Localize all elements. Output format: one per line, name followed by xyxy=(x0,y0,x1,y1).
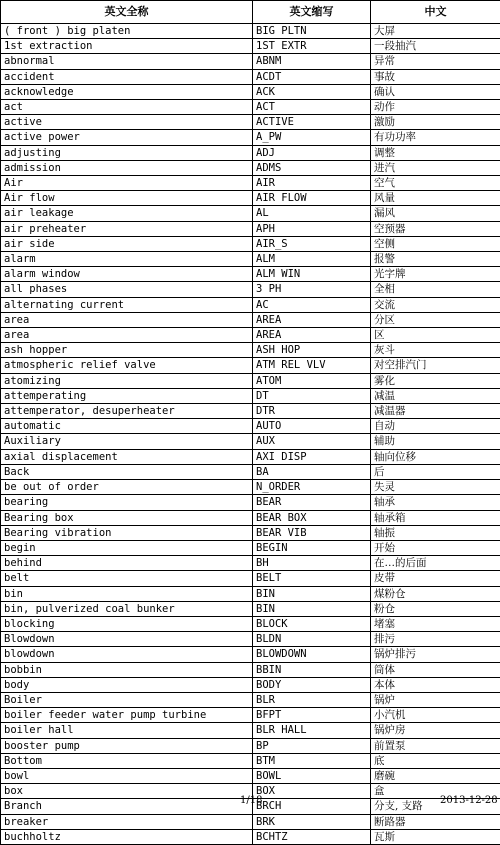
term-full-name: bin xyxy=(1,586,253,601)
term-abbreviation: BODY xyxy=(253,677,371,692)
term-chinese: 在…的后面 xyxy=(371,556,500,571)
term-abbreviation: BTM xyxy=(253,753,371,768)
term-full-name: Blowdown xyxy=(1,632,253,647)
term-chinese: 进汽 xyxy=(371,160,500,175)
term-chinese: 全相 xyxy=(371,282,500,297)
term-abbreviation: BEAR VIB xyxy=(253,525,371,540)
term-full-name: ( front ) big platen xyxy=(1,24,253,39)
term-abbreviation: APH xyxy=(253,221,371,236)
term-full-name: bowl xyxy=(1,768,253,783)
term-chinese: 锅炉房 xyxy=(371,723,500,738)
term-abbreviation: BLDN xyxy=(253,632,371,647)
term-full-name: alarm xyxy=(1,252,253,267)
term-full-name: belt xyxy=(1,571,253,586)
table-row xyxy=(1,692,500,707)
table-row xyxy=(1,449,500,464)
term-full-name: 1st extraction xyxy=(1,39,253,54)
term-full-name: act xyxy=(1,100,253,115)
term-full-name: attemperator, desuperheater xyxy=(1,404,253,419)
term-full-name: Back xyxy=(1,464,253,479)
term-chinese: 区 xyxy=(371,328,500,343)
term-full-name: acknowledge xyxy=(1,84,253,99)
table-row xyxy=(1,84,500,99)
term-chinese: 减温器 xyxy=(371,404,500,419)
term-full-name: air side xyxy=(1,236,253,251)
print-date: 2013-12-28 xyxy=(440,795,498,806)
term-full-name: Bottom xyxy=(1,753,253,768)
term-abbreviation: BH xyxy=(253,556,371,571)
term-full-name: box xyxy=(1,784,253,799)
table-row xyxy=(1,54,500,69)
term-abbreviation: ADMS xyxy=(253,160,371,175)
term-full-name: air preheater xyxy=(1,221,253,236)
term-chinese: 空预器 xyxy=(371,221,500,236)
term-full-name: air leakage xyxy=(1,206,253,221)
term-chinese: 大屏 xyxy=(371,24,500,39)
term-full-name: blowdown xyxy=(1,647,253,662)
term-abbreviation: ATM REL VLV xyxy=(253,358,371,373)
table-row xyxy=(1,632,500,647)
term-chinese: 对空排汽门 xyxy=(371,358,500,373)
term-full-name: atmospheric relief valve xyxy=(1,358,253,373)
term-abbreviation: ACK xyxy=(253,84,371,99)
table-row xyxy=(1,312,500,327)
term-full-name: Auxiliary xyxy=(1,434,253,449)
term-full-name: Bearing box xyxy=(1,510,253,525)
table-row xyxy=(1,677,500,692)
term-abbreviation: AIR_S xyxy=(253,236,371,251)
table-row xyxy=(1,373,500,388)
term-full-name: all phases xyxy=(1,282,253,297)
term-full-name: begin xyxy=(1,540,253,555)
term-full-name: Branch xyxy=(1,799,253,814)
term-chinese: 后 xyxy=(371,464,500,479)
term-abbreviation: AIR xyxy=(253,176,371,191)
term-full-name: atomizing xyxy=(1,373,253,388)
table-row xyxy=(1,69,500,84)
term-chinese: 轴向位移 xyxy=(371,449,500,464)
table-row xyxy=(1,100,500,115)
table-row xyxy=(1,343,500,358)
term-full-name: attemperating xyxy=(1,388,253,403)
term-chinese: 激励 xyxy=(371,115,500,130)
term-abbreviation: 3 PH xyxy=(253,282,371,297)
term-chinese: 分支, 支路 xyxy=(371,799,500,814)
term-abbreviation: BEGIN xyxy=(253,540,371,555)
term-chinese: 轴振 xyxy=(371,525,500,540)
term-chinese: 空侧 xyxy=(371,236,500,251)
term-chinese: 空气 xyxy=(371,176,500,191)
table-row xyxy=(1,738,500,753)
term-chinese: 盒 xyxy=(371,784,500,799)
term-chinese: 锅炉排污 xyxy=(371,647,500,662)
term-full-name: Boiler xyxy=(1,692,253,707)
term-abbreviation: BEAR xyxy=(253,495,371,510)
term-chinese: 光字牌 xyxy=(371,267,500,282)
term-full-name: breaker xyxy=(1,814,253,829)
term-abbreviation: AUX xyxy=(253,434,371,449)
term-chinese: 排污 xyxy=(371,632,500,647)
term-full-name: behind xyxy=(1,556,253,571)
term-abbreviation: ALM xyxy=(253,252,371,267)
term-chinese: 锅炉 xyxy=(371,692,500,707)
term-abbreviation: AIR FLOW xyxy=(253,191,371,206)
term-chinese: 自动 xyxy=(371,419,500,434)
table-row xyxy=(1,24,500,39)
table-row xyxy=(1,252,500,267)
term-abbreviation: BCHTZ xyxy=(253,829,371,844)
term-full-name: Air flow xyxy=(1,191,253,206)
term-chinese: 漏风 xyxy=(371,206,500,221)
term-chinese: 确认 xyxy=(371,84,500,99)
term-chinese: 动作 xyxy=(371,100,500,115)
term-full-name: Bearing vibration xyxy=(1,525,253,540)
table-row xyxy=(1,328,500,343)
term-chinese: 雾化 xyxy=(371,373,500,388)
term-abbreviation: N_ORDER xyxy=(253,480,371,495)
term-chinese: 失灵 xyxy=(371,480,500,495)
term-full-name: abnormal xyxy=(1,54,253,69)
table-row xyxy=(1,768,500,783)
term-chinese: 断路器 xyxy=(371,814,500,829)
term-full-name: adjusting xyxy=(1,145,253,160)
term-chinese: 风量 xyxy=(371,191,500,206)
term-abbreviation: BA xyxy=(253,464,371,479)
table-row xyxy=(1,221,500,236)
term-full-name: blocking xyxy=(1,616,253,631)
term-full-name: body xyxy=(1,677,253,692)
term-chinese: 粉仓 xyxy=(371,601,500,616)
term-chinese: 底 xyxy=(371,753,500,768)
table-row xyxy=(1,464,500,479)
table-row xyxy=(1,176,500,191)
table-row xyxy=(1,267,500,282)
term-abbreviation: AL xyxy=(253,206,371,221)
table-row xyxy=(1,388,500,403)
term-full-name: Air xyxy=(1,176,253,191)
term-full-name: axial displacement xyxy=(1,449,253,464)
term-abbreviation: BLOCK xyxy=(253,616,371,631)
table-row xyxy=(1,115,500,130)
term-chinese: 轴承 xyxy=(371,495,500,510)
table-row xyxy=(1,206,500,221)
table-row xyxy=(1,571,500,586)
term-abbreviation: ADJ xyxy=(253,145,371,160)
glossary-rows xyxy=(1,24,500,845)
term-abbreviation: BP xyxy=(253,738,371,753)
term-abbreviation: AUTO xyxy=(253,419,371,434)
term-full-name: accident xyxy=(1,69,253,84)
term-full-name: active xyxy=(1,115,253,130)
term-full-name: area xyxy=(1,312,253,327)
term-chinese: 瓦斯 xyxy=(371,829,500,844)
term-chinese: 轴承箱 xyxy=(371,510,500,525)
term-chinese: 有功功率 xyxy=(371,130,500,145)
term-full-name: bobbin xyxy=(1,662,253,677)
table-row xyxy=(1,723,500,738)
table-row xyxy=(1,495,500,510)
header-chinese: 中文 xyxy=(371,1,500,24)
header-full-name: 英文全称 xyxy=(1,1,253,24)
term-abbreviation: ACDT xyxy=(253,69,371,84)
term-abbreviation: BLR xyxy=(253,692,371,707)
header-row xyxy=(1,1,500,24)
table-row xyxy=(1,556,500,571)
table-row xyxy=(1,160,500,175)
term-full-name: ash hopper xyxy=(1,343,253,358)
term-abbreviation: BRCH xyxy=(253,799,371,814)
term-full-name: booster pump xyxy=(1,738,253,753)
term-chinese: 报警 xyxy=(371,252,500,267)
term-abbreviation: BIN xyxy=(253,586,371,601)
term-chinese: 调整 xyxy=(371,145,500,160)
table-row xyxy=(1,236,500,251)
table-row xyxy=(1,145,500,160)
term-chinese: 减温 xyxy=(371,388,500,403)
term-abbreviation: ATOM xyxy=(253,373,371,388)
table-row xyxy=(1,708,500,723)
term-abbreviation: BFPT xyxy=(253,708,371,723)
term-abbreviation: BEAR BOX xyxy=(253,510,371,525)
table-row xyxy=(1,282,500,297)
term-abbreviation: BLR HALL xyxy=(253,723,371,738)
term-chinese: 筒体 xyxy=(371,662,500,677)
term-full-name: be out of order xyxy=(1,480,253,495)
table-row xyxy=(1,191,500,206)
term-abbreviation: ASH HOP xyxy=(253,343,371,358)
term-chinese: 开始 xyxy=(371,540,500,555)
table-row xyxy=(1,297,500,312)
table-row xyxy=(1,814,500,829)
term-chinese: 皮带 xyxy=(371,571,500,586)
term-abbreviation: ACTIVE xyxy=(253,115,371,130)
table-row xyxy=(1,419,500,434)
term-chinese: 前置泵 xyxy=(371,738,500,753)
term-full-name: bin, pulverized coal bunker xyxy=(1,601,253,616)
page-number: 1/18 xyxy=(240,795,262,806)
table-row xyxy=(1,616,500,631)
term-abbreviation: BOWL xyxy=(253,768,371,783)
table-row xyxy=(1,586,500,601)
term-abbreviation: ACT xyxy=(253,100,371,115)
term-chinese: 灰斗 xyxy=(371,343,500,358)
term-abbreviation: A_PW xyxy=(253,130,371,145)
term-full-name: admission xyxy=(1,160,253,175)
table-row xyxy=(1,39,500,54)
term-chinese: 异常 xyxy=(371,54,500,69)
table-row xyxy=(1,404,500,419)
table-row xyxy=(1,753,500,768)
term-chinese: 小汽机 xyxy=(371,708,500,723)
term-abbreviation: BIN xyxy=(253,601,371,616)
term-full-name: boiler hall xyxy=(1,723,253,738)
table-row xyxy=(1,662,500,677)
term-abbreviation: BLOWDOWN xyxy=(253,647,371,662)
term-abbreviation: ALM WIN xyxy=(253,267,371,282)
term-abbreviation: DTR xyxy=(253,404,371,419)
term-abbreviation: 1ST EXTR xyxy=(253,39,371,54)
term-full-name: bearing xyxy=(1,495,253,510)
term-full-name: area xyxy=(1,328,253,343)
table-row xyxy=(1,525,500,540)
term-abbreviation: AREA xyxy=(253,328,371,343)
term-abbreviation: AREA xyxy=(253,312,371,327)
term-chinese: 辅助 xyxy=(371,434,500,449)
header-abbreviation: 英文缩写 xyxy=(253,1,371,24)
term-chinese: 堵塞 xyxy=(371,616,500,631)
term-abbreviation: BOX xyxy=(253,784,371,799)
term-full-name: alternating current xyxy=(1,297,253,312)
term-abbreviation: BELT xyxy=(253,571,371,586)
term-abbreviation: BBIN xyxy=(253,662,371,677)
term-abbreviation: BIG PLTN xyxy=(253,24,371,39)
term-full-name: automatic xyxy=(1,419,253,434)
term-full-name: buchholtz xyxy=(1,829,253,844)
table-row xyxy=(1,647,500,662)
term-full-name: active power xyxy=(1,130,253,145)
table-row xyxy=(1,130,500,145)
term-abbreviation: ABNM xyxy=(253,54,371,69)
table-row xyxy=(1,480,500,495)
term-chinese: 煤粉仓 xyxy=(371,586,500,601)
term-chinese: 交流 xyxy=(371,297,500,312)
term-chinese: 分区 xyxy=(371,312,500,327)
table-row xyxy=(1,540,500,555)
term-chinese: 事故 xyxy=(371,69,500,84)
table-row xyxy=(1,434,500,449)
table-row xyxy=(1,510,500,525)
term-abbreviation: DT xyxy=(253,388,371,403)
term-chinese: 本体 xyxy=(371,677,500,692)
term-chinese: 一段抽汽 xyxy=(371,39,500,54)
term-chinese: 磨碗 xyxy=(371,768,500,783)
term-full-name: boiler feeder water pump turbine xyxy=(1,708,253,723)
term-abbreviation: AC xyxy=(253,297,371,312)
table-row xyxy=(1,829,500,844)
term-full-name: alarm window xyxy=(1,267,253,282)
term-abbreviation: BRK xyxy=(253,814,371,829)
term-abbreviation: AXI DISP xyxy=(253,449,371,464)
table-row xyxy=(1,601,500,616)
table-row xyxy=(1,358,500,373)
